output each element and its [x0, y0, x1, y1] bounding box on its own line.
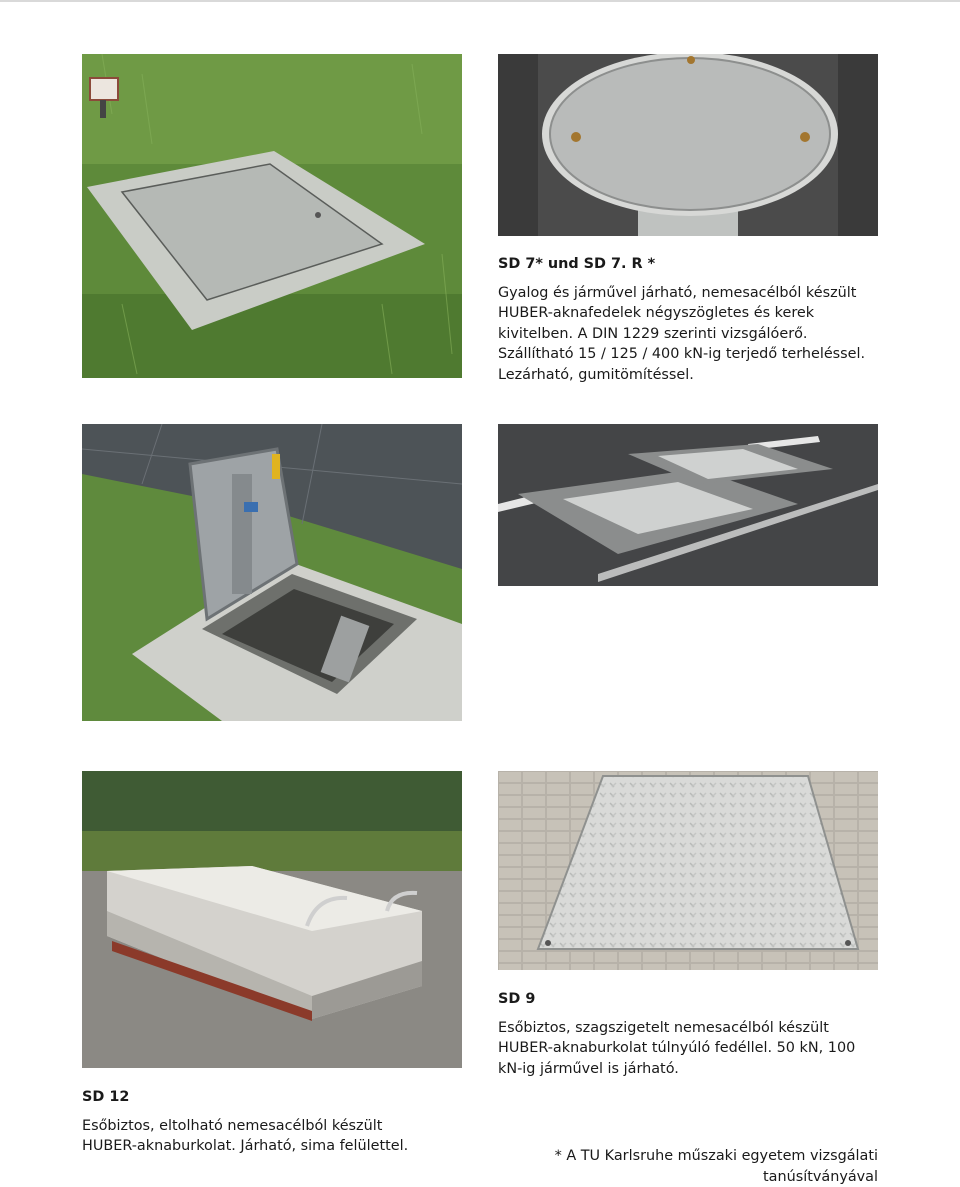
- caption-sd9-text: Esőbiztos, szagszigetelt nemesacélból készült HUBER-aknaburkolat túlnyúló fedéllel. 50 kN, 100 kN-ig járművel is járható.: [498, 1019, 856, 1077]
- caption-sd12: [82, 1087, 432, 1157]
- caption-sd7-text: Gyalog és járművel járható, nemesacélból készült HUBER-aknafedelek négyszögletes és kerek kivitelben. A DIN 1229 szerinti vizsgálóerő. Szállítható 15 / 125 / 400 kN-ig terjedő terheléssel. Lezárható, gumitömítéssel.: [498, 284, 866, 383]
- caption-sd12-title: SD 12: [82, 1089, 130, 1105]
- photo-checkered-plate-on-pavers: [498, 771, 878, 970]
- photo-round-cover-on-road: [498, 54, 878, 236]
- caption-sd9-title: SD 9: [498, 991, 536, 1007]
- photo-road-covers: [498, 424, 878, 586]
- caption-sd9: [498, 989, 878, 1079]
- top-rule: [0, 0, 960, 2]
- photo-sliding-cover: [82, 771, 462, 1068]
- caption-sd7: [498, 254, 878, 385]
- caption-sd12-text: Esőbiztos, eltolható nemesacélból készült HUBER-aknaburkolat. Járható, sima felülettel.: [82, 1117, 409, 1154]
- photo-square-cover-in-grass: [82, 54, 462, 378]
- footnote: * A TU Karlsruhe műszaki egyetem vizsgálati tanúsítványával: [554, 1148, 878, 1185]
- photo-open-hatch: [82, 424, 462, 721]
- caption-sd7-title: SD 7* und SD 7. R *: [498, 256, 656, 272]
